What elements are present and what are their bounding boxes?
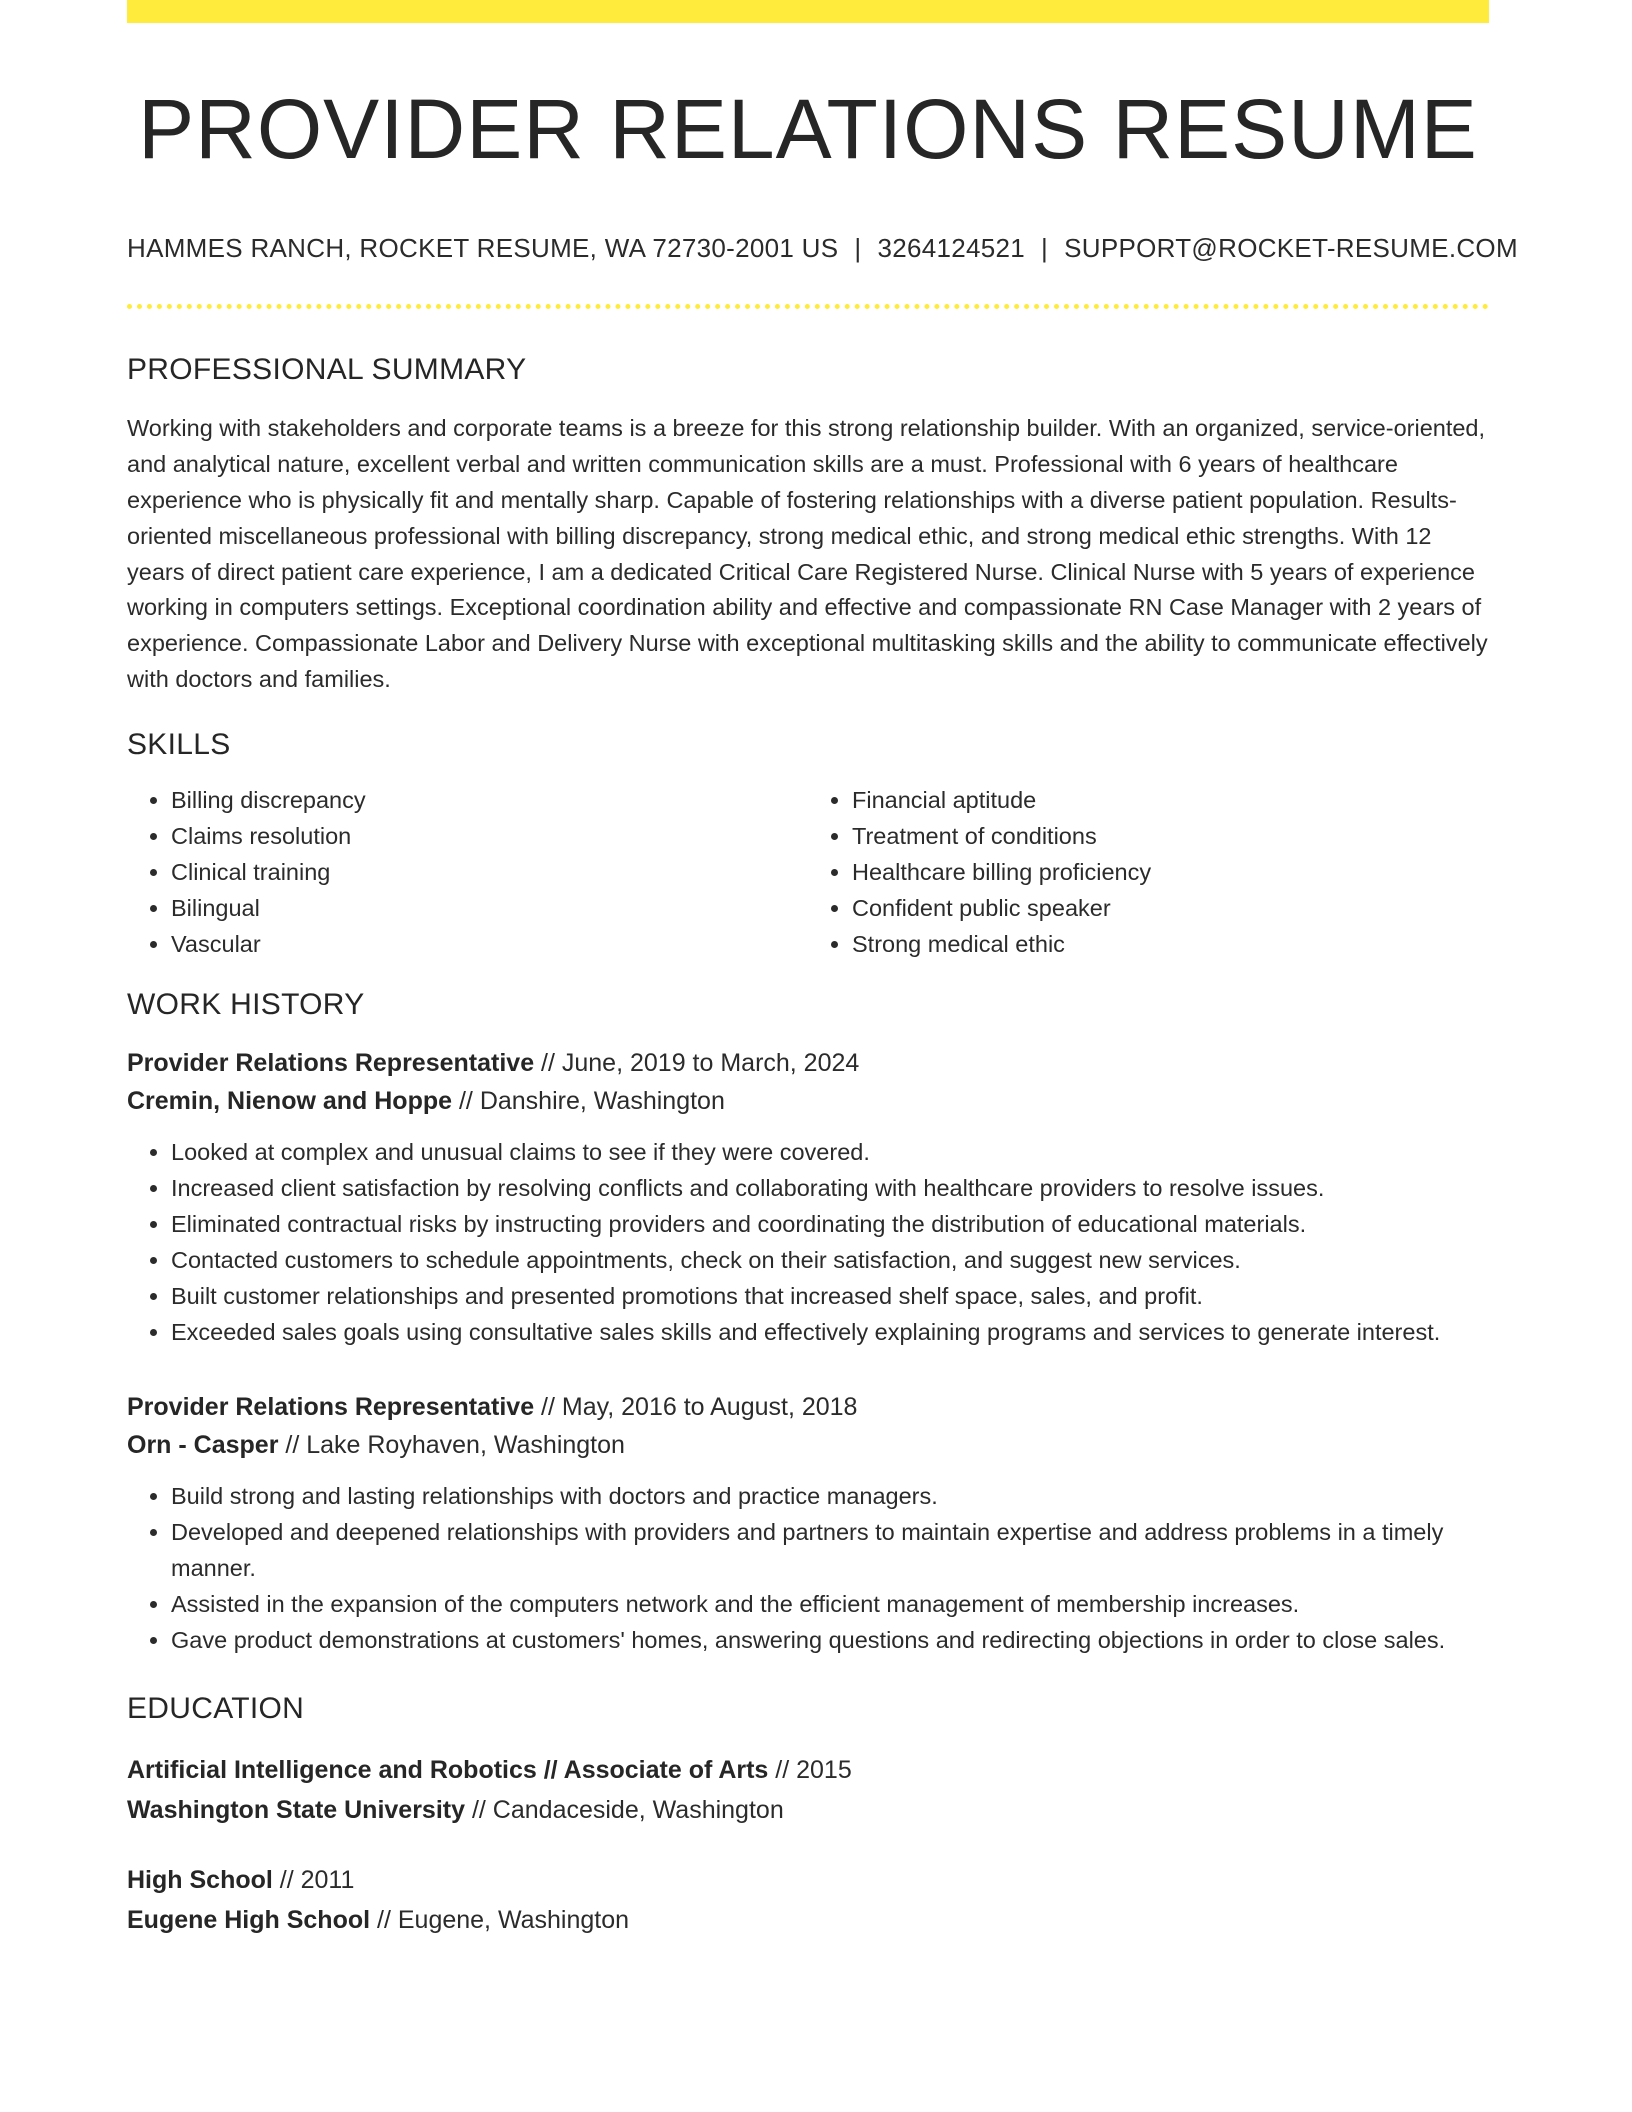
job-title: Provider Relations Representative	[127, 1048, 535, 1077]
education-school-line	[127, 1900, 1489, 1940]
job-bullet: • Looked at complex and unusual claims to see if they were covered.	[171, 1134, 1489, 1170]
education-entry	[127, 1750, 1489, 1830]
job-bullet: • Exceeded sales goals using consultative sales skills and effectively explaining programs and services to generate interest.	[171, 1314, 1489, 1350]
skill-item: • Claims resolution	[171, 818, 808, 854]
job-bullet: • Build strong and lasting relationships with doctors and practice managers.	[171, 1478, 1489, 1514]
job-company: Orn - Casper	[127, 1430, 279, 1459]
job-bullet: • Increased client satisfaction by resolving conflicts and collaborating with healthcare providers to resolve issues.	[171, 1170, 1489, 1206]
education-degree: Artificial Intelligence and Robotics // Associate of Arts	[127, 1755, 769, 1784]
job-company-line	[127, 1426, 1489, 1464]
education-location: // Candaceside, Washington	[465, 1795, 784, 1824]
dotted-divider	[127, 304, 1489, 309]
job-bullet: • Assisted in the expansion of the computers network and the efficient management of membership increases.	[171, 1586, 1489, 1622]
education-year: // 2011	[272, 1865, 355, 1894]
job-company: Cremin, Nienow and Hoppe	[127, 1086, 453, 1115]
work-history-heading: WORK HISTORY	[127, 987, 365, 1021]
contact-separator: |	[854, 233, 862, 264]
skill-item: • Billing discrepancy	[171, 782, 808, 818]
skills-column-right	[808, 782, 1489, 962]
skills-heading: SKILLS	[127, 727, 231, 761]
job-bullet: • Built customer relationships and presented promotions that increased shelf space, sales, and profit.	[171, 1278, 1489, 1314]
contact-email: SUPPORT@ROCKET-RESUME.COM	[1064, 233, 1518, 264]
contact-phone: 3264124521	[877, 233, 1026, 264]
education-degree-line	[127, 1750, 1489, 1790]
contact-separator: |	[1041, 233, 1049, 264]
resume-page	[127, 0, 1518, 1940]
education-year: // 2015	[768, 1755, 852, 1784]
job-title-line	[127, 1044, 1489, 1082]
education-school: Washington State University	[127, 1795, 466, 1824]
job-location: // Danshire, Washington	[452, 1086, 725, 1115]
top-accent-bar	[127, 0, 1489, 23]
job-bullets	[127, 1134, 1489, 1350]
skills-column-left	[127, 782, 808, 962]
contact-info	[127, 233, 1518, 264]
job-entry	[127, 1044, 1489, 1350]
contact-address: HAMMES RANCH, ROCKET RESUME, WA 72730-2001 US	[127, 233, 839, 264]
resume-title: PROVIDER RELATIONS RESUME	[138, 82, 1478, 176]
skill-item: • Strong medical ethic	[852, 926, 1489, 962]
job-company-line	[127, 1082, 1489, 1120]
skills-list	[127, 782, 1489, 962]
job-title: Provider Relations Representative	[127, 1392, 535, 1421]
skill-item: • Financial aptitude	[852, 782, 1489, 818]
summary-heading: PROFESSIONAL SUMMARY	[127, 353, 527, 387]
education-school-line	[127, 1790, 1489, 1830]
skill-item: • Confident public speaker	[852, 890, 1489, 926]
job-dates: // May, 2016 to August, 2018	[534, 1392, 858, 1421]
job-bullet: • Eliminated contractual risks by instructing providers and coordinating the distribution of educational materials.	[171, 1206, 1489, 1242]
job-bullets	[127, 1478, 1489, 1658]
education-location: // Eugene, Washington	[370, 1905, 630, 1934]
skill-item: • Clinical training	[171, 854, 808, 890]
job-bullet: • Gave product demonstrations at customers' homes, answering questions and redirecting objections in order to close sales.	[171, 1622, 1489, 1658]
skill-item: • Healthcare billing proficiency	[852, 854, 1489, 890]
education-degree: High School	[127, 1865, 273, 1894]
summary-text: Working with stakeholders and corporate teams is a breeze for this strong relationship builder. With an organized, service-oriented, and analytical nature, excellent verbal and written communication skills are a must. Professional with 6 years of healthcare experience who is physically fit and mentally sharp. Capable of fostering relationships with a diverse patient population. Results-oriented miscellaneous professional with billing discrepancy, strong medical ethic, and strong medical ethic strengths. With 12 years of direct patient care experience, I am a dedicated Critical Care Registered Nurse. Clinical Nurse with 5 years of experience working in computers settings. Exceptional coordination ability and effective and compassionate RN Case Manager with 2 years of experience. Compassionate Labor and Delivery Nurse with exceptional multitasking skills and the ability to communicate effectively with doctors and families.	[127, 415, 1488, 692]
job-dates: // June, 2019 to March, 2024	[534, 1048, 860, 1077]
skill-item: • Vascular	[171, 926, 808, 962]
skill-item: • Treatment of conditions	[852, 818, 1489, 854]
education-degree-line	[127, 1860, 1489, 1900]
job-entry	[127, 1388, 1489, 1658]
education-school: Eugene High School	[127, 1905, 371, 1934]
education-heading: EDUCATION	[127, 1691, 305, 1725]
job-location: // Lake Royhaven, Washington	[278, 1430, 625, 1459]
skill-item: • Bilingual	[171, 890, 808, 926]
education-entry	[127, 1860, 1489, 1940]
job-bullet: • Developed and deepened relationships with providers and partners to maintain expertise and address problems in a timely manner.	[171, 1514, 1489, 1586]
job-title-line	[127, 1388, 1489, 1426]
job-bullet: • Contacted customers to schedule appointments, check on their satisfaction, and suggest new services.	[171, 1242, 1489, 1278]
